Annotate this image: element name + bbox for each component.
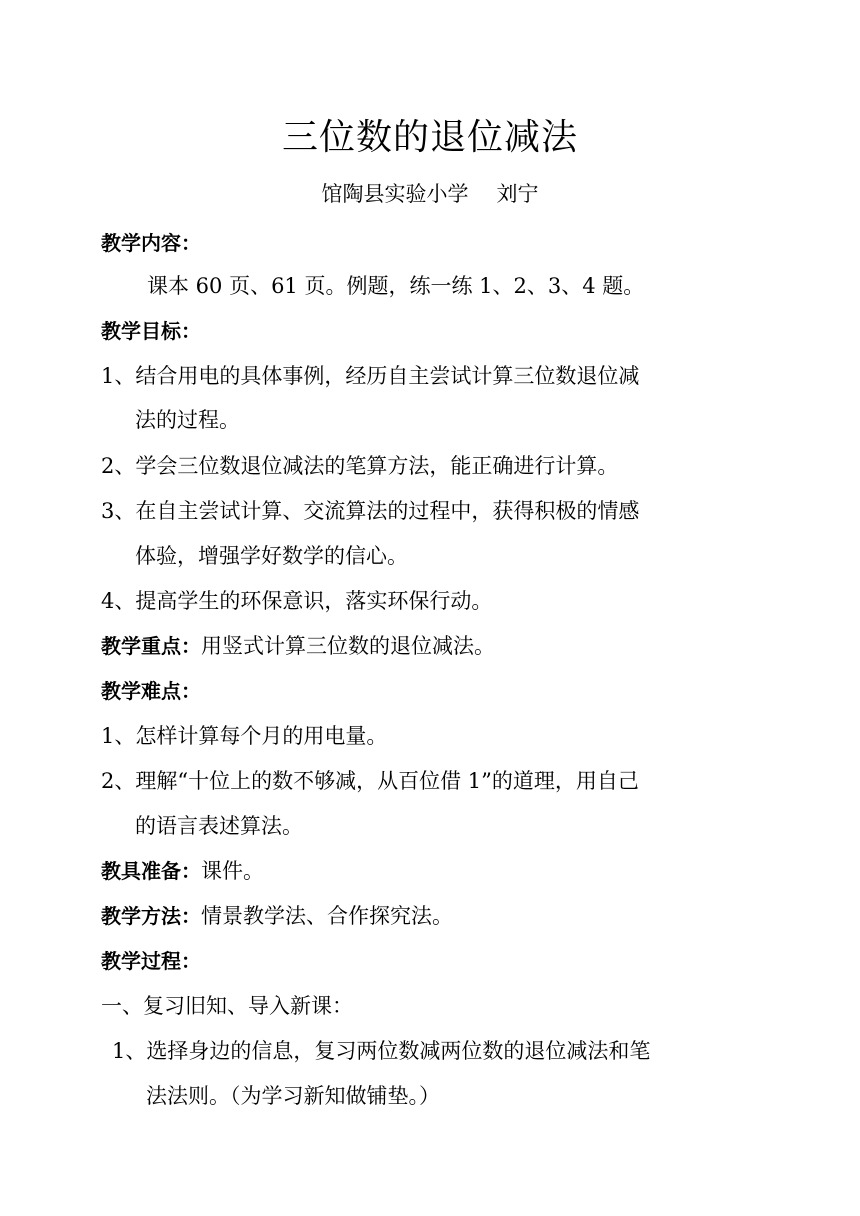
difficulty-1-line1: 1、怎样计算每个月的用电量。 xyxy=(101,724,388,748)
method-text: 情景教学法、合作探究法。 xyxy=(201,904,453,928)
author-line xyxy=(0,178,860,210)
difficulty-2-line2: 的语言表述算法。 xyxy=(135,814,303,838)
tools-label: 教具准备： xyxy=(101,859,201,883)
key-point-line xyxy=(101,630,495,662)
key-point-text: 用竖式计算三位数的退位减法。 xyxy=(201,634,495,658)
content-heading: 教学内容： xyxy=(101,231,201,255)
author-school: 馆陶县实验小学 xyxy=(321,182,469,206)
objective-4-line1: 4、提高学生的环保意识，落实环保行动。 xyxy=(101,589,493,613)
key-point-label: 教学重点： xyxy=(101,634,201,658)
process-section-1: 一、复习旧知、导入新课： xyxy=(101,994,353,1018)
difficulty-heading: 教学难点： xyxy=(101,679,201,703)
content-text: 课本 60 页、61 页。例题，练一练 1、2、3、4 题。 xyxy=(147,274,645,298)
process-heading: 教学过程： xyxy=(101,949,201,973)
objective-3-line1: 3、在自主尝试计算、交流算法的过程中，获得积极的情感 xyxy=(101,499,640,523)
method-line xyxy=(101,900,453,932)
objective-2-line1: 2、学会三位数退位减法的笔算方法，能正确进行计算。 xyxy=(101,454,619,478)
process-item-1-line2: 法法则。（为学习新知做铺垫。） xyxy=(146,1084,440,1108)
objective-1-line1: 1、结合用电的具体事例，经历自主尝试计算三位数退位减 xyxy=(101,364,640,388)
objective-1-line2: 法的过程。 xyxy=(135,408,240,432)
tools-text: 课件。 xyxy=(201,859,264,883)
document-title: 三位数的退位减法 xyxy=(281,117,578,158)
process-item-1-line1: 1、选择身边的信息，复习两位数减两位数的退位减法和笔 xyxy=(112,1039,651,1063)
objectives-heading: 教学目标： xyxy=(101,319,201,343)
objective-3-line2: 体验，增强学好数学的信心。 xyxy=(135,544,408,568)
difficulty-2-line1: 2、理解“十位上的数不够减，从百位借 1”的道理，用自己 xyxy=(101,769,639,793)
method-label: 教学方法： xyxy=(101,904,201,928)
tools-line xyxy=(101,855,264,887)
author-name: 刘宁 xyxy=(496,182,539,206)
